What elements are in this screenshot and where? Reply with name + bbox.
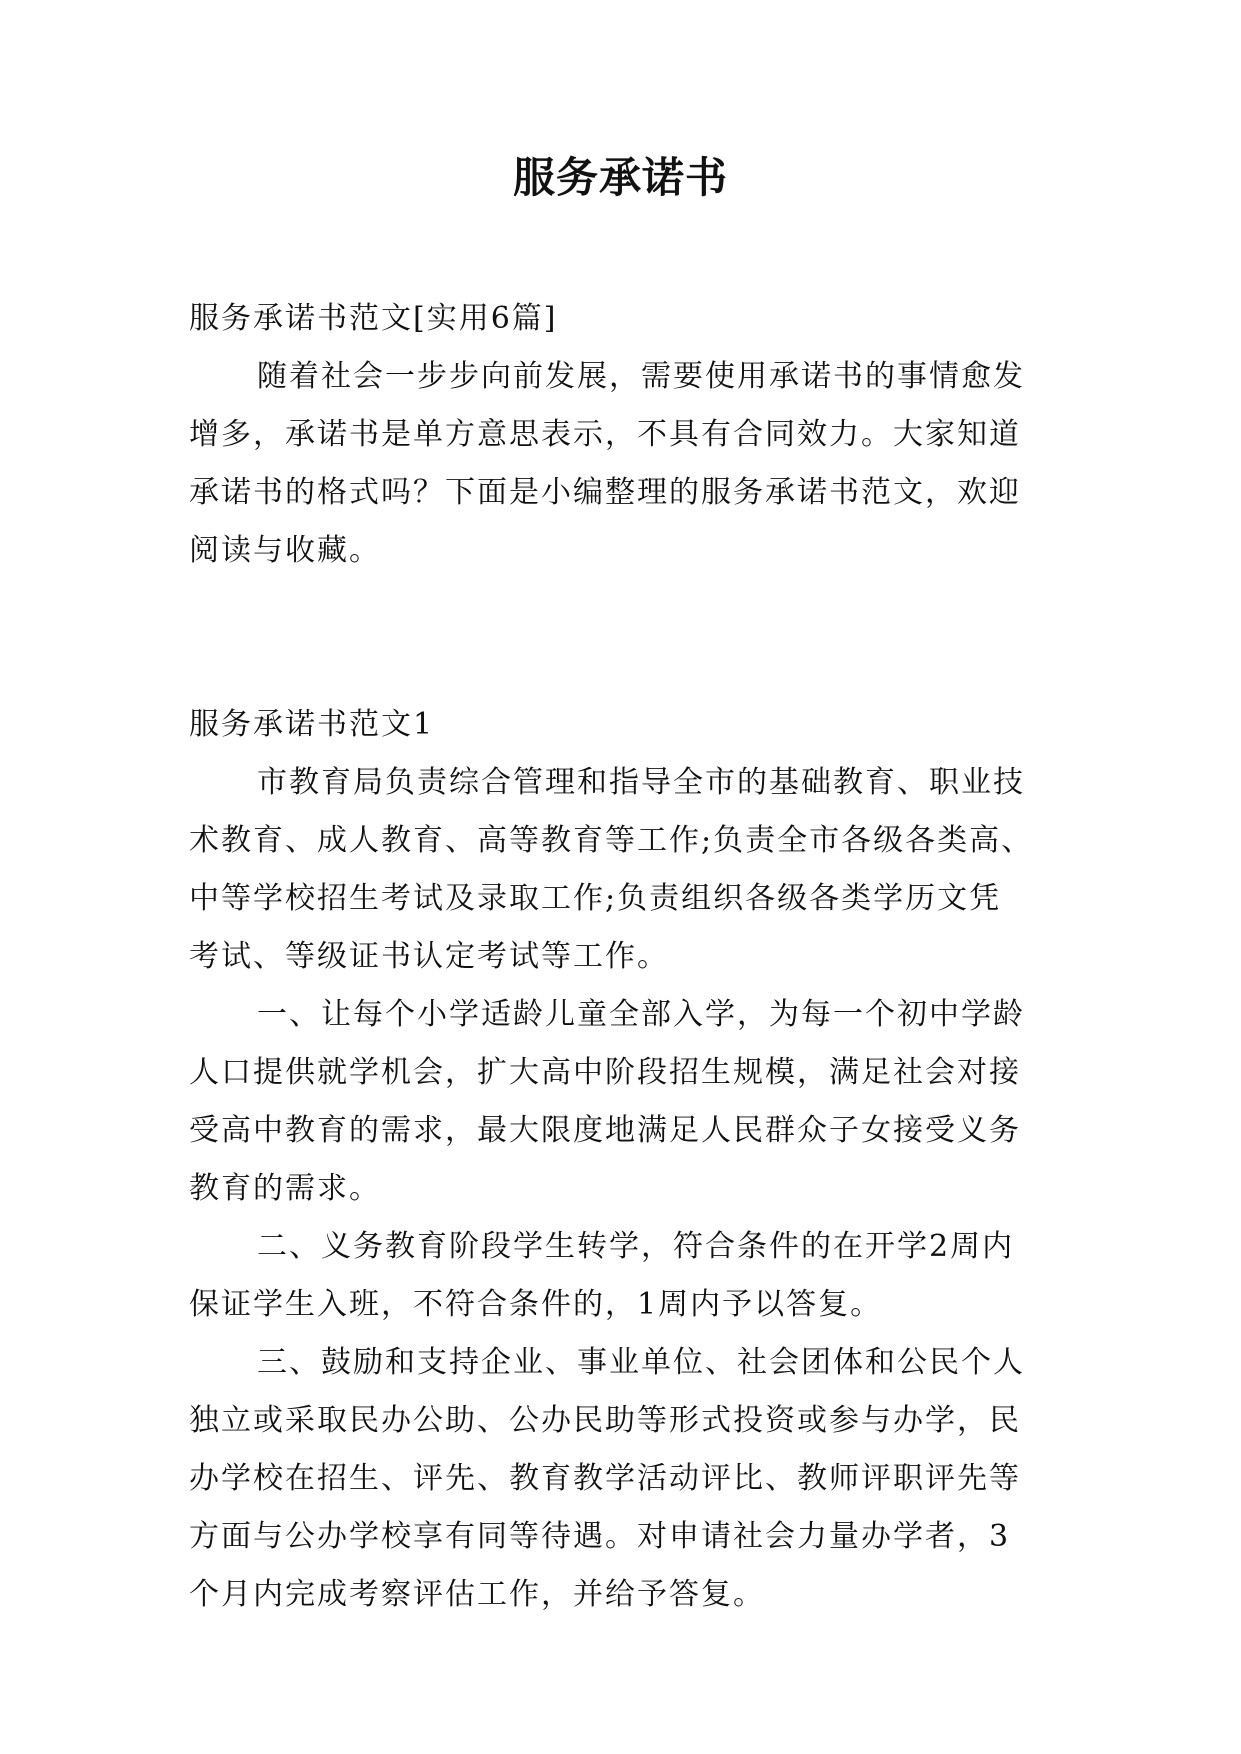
section-paragraph-2	[189, 986, 1051, 1218]
paragraph-line: 保证学生入班，不符合条件的，1周内予以答复。	[189, 1287, 883, 1322]
paragraph-line: 教育的需求。	[189, 1171, 381, 1206]
paragraph-line: 增多，承诺书是单方意思表示，不具有合同效力。大家知道	[189, 417, 1021, 452]
paragraph-line: 人口提供就学机会，扩大高中阶段招生规模，满足社会对接	[189, 1055, 1021, 1090]
section-paragraph-1	[189, 754, 1051, 986]
section-heading: 服务承诺书范文1	[189, 707, 435, 742]
paragraph-line: 一、让每个小学适龄儿童全部入学，为每一个初中学龄	[257, 997, 1025, 1032]
paragraph-line: 独立或采取民办公助、公办民助等形式投资或参与办学，民	[189, 1403, 1021, 1438]
paragraph-line: 术教育、成人教育、高等教育等工作;负责全市各级各类高、	[189, 823, 1034, 858]
section-paragraph-3	[189, 1218, 1051, 1334]
paragraph-line: 受高中教育的需求，最大限度地满足人民群众子女接受义务	[189, 1113, 1021, 1148]
paragraph-line: 考试、等级证书认定考试等工作。	[189, 939, 669, 974]
section-paragraph-4	[189, 1334, 1051, 1624]
paragraph-line: 市教育局负责综合管理和指导全市的基础教育、职业技	[257, 765, 1025, 800]
blank-spacer	[189, 580, 1051, 696]
paragraph-line: 中等学校招生考试及录取工作;负责组织各级各类学历文凭	[189, 881, 1002, 916]
paragraph-line: 承诺书的格式吗？下面是小编整理的服务承诺书范文，欢迎	[189, 475, 1021, 510]
paragraph-line: 办学校在招生、评先、教育教学活动评比、教师评职评先等	[189, 1461, 1021, 1496]
paragraph-line: 方面与公办学校享有同等待遇。对申请社会力量办学者，3	[189, 1519, 1011, 1554]
paragraph-line: 阅读与收藏。	[189, 533, 381, 568]
paragraph-line: 三、鼓励和支持企业、事业单位、社会团体和公民个人	[257, 1345, 1025, 1380]
document-title: 服务承诺书	[512, 153, 728, 202]
paragraph-line: 随着社会一步步向前发展，需要使用承诺书的事情愈发	[257, 359, 1025, 394]
intro-paragraph	[189, 348, 1051, 580]
document-body	[189, 290, 1051, 1624]
paragraph-line: 二、义务教育阶段学生转学，符合条件的在开学2周内	[257, 1229, 1015, 1264]
paragraph-line: 个月内完成考察评估工作，并给予答复。	[189, 1577, 765, 1612]
intro-heading: 服务承诺书范文[实用6篇]	[189, 301, 558, 336]
